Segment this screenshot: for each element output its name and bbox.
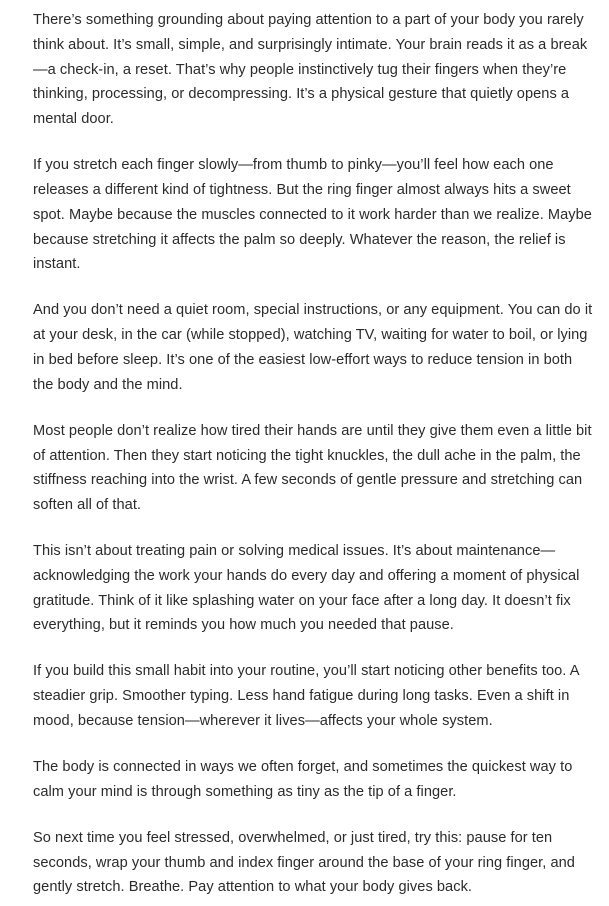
paragraph-1: There’s something grounding about paying attention to a part of your body you rarely think about. It’s small, simple, and surprisingly intimate. Your brain reads it as a break—a check-in, a reset. That’s why people instinctively tug their fingers when they’re thinking, processing, or decompressing. It’s a physical gesture that quietly opens a mental door. — [33, 12, 588, 128]
paragraph-4: Most people don’t realize how tired their hands are until they give them even a little bit of attention. Then they start noticing the tight knuckles, the dull ache in the palm, the stiffness reaching into the wrist. A few seconds of gentle pressure and stretching can soften all of that. — [33, 422, 592, 514]
paragraph-6: If you build this small habit into your routine, you’ll start noticing other benefits too. A steadier grip. Smoother typing. Less hand fatigue during long tasks. Even a shift in mood, because tension—wherever it lives—affects your whole system. — [33, 663, 579, 730]
paragraph-7: The body is connected in ways we often forget, and sometimes the quickest way to calm your mind is through something as tiny as the tip of a finger. — [33, 759, 573, 800]
article-body — [33, 8, 593, 900]
paragraph-5: This isn’t about treating pain or solving medical issues. It’s about maintenance—acknowledging the work your hands do every day and offering a moment of physical gratitude. Think of it like splashing water on your face after a long day. It doesn’t fix everything, but it reminds you how much you needed that pause. — [33, 543, 580, 634]
paragraph-8: So next time you feel stressed, overwhelmed, or just tired, try this: pause for ten seconds, wrap your thumb and index finger around the base of your ring finger, and gently stretch. Breathe. Pay attention to what your body gives back. — [33, 829, 575, 896]
paragraph-3: And you don’t need a quiet room, special instructions, or any equipment. You can do it at your desk, in the car (while stopped), watching TV, waiting for water to boil, or lying in bed before sleep. It’s one of the easiest low-effort ways to reduce tension in both the body and the mind. — [33, 302, 593, 393]
paragraph-2: If you stretch each finger slowly—from thumb to pinky—you’ll feel how each one releases a different kind of tightness. But the ring finger almost always hits a sweet spot. Maybe because the muscles connected to it work harder than we realize. Maybe because stretching it affects the palm so deeply. Whatever the reason, the relief is instant. — [33, 157, 592, 273]
